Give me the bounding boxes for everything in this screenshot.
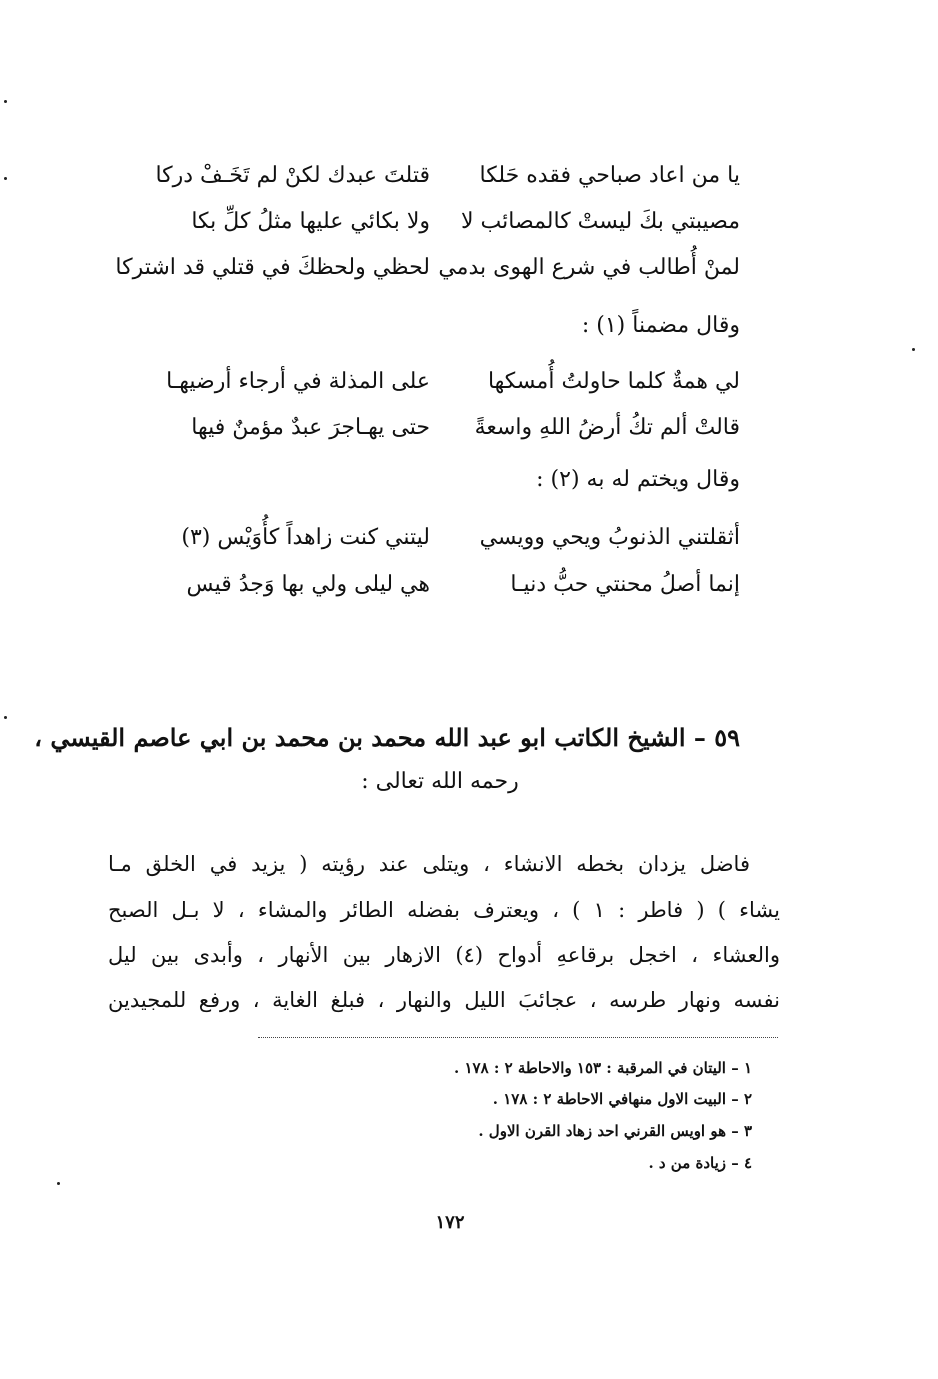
verse-intro: وقال مضمناً (١) : [581, 313, 740, 338]
verse-first-hemistich: لمنْ أُطالب في شرع الهوى بدمي [438, 255, 740, 280]
scan-speck [4, 716, 7, 719]
verse-second-hemistich: على المذلة في أرجاء أرضيهـا [166, 369, 430, 394]
verse-intro: وقال ويختم له به (٢) : [536, 467, 740, 492]
verse-line [140, 361, 740, 403]
scan-speck [57, 1182, 60, 1185]
footnote: ١ – اليتان في المرقبة : ١٥٣ والاحاطة ٢ : ١٧٨ . [454, 1059, 752, 1077]
prose-line: يشاء ) ( فاطر : ١ ) ، ويعترف بفضله الطائر والمشاء ، لا بـل الصبح [108, 898, 780, 922]
verse-first-hemistich: لي همةٌ كلما حاولتُ أُمسكها [487, 369, 740, 394]
scan-speck [4, 177, 7, 180]
verse-line [140, 201, 740, 243]
footnote-separator [258, 1037, 778, 1038]
verse-second-hemistich: لحظي ولحظكَ في قتلي قد اشتركا [115, 255, 430, 280]
scan-speck [912, 348, 915, 351]
scan-speck [4, 100, 7, 103]
verse-second-hemistich: هي ليلى ولي بها وَجدُ قيس [186, 572, 430, 597]
verse-first-hemistich: قالتْ ألم تكُ أرضُ اللهِ واسعةً [474, 415, 740, 440]
verse-first-hemistich: يا من اعاد صباحي فقده حَلكا [479, 163, 740, 188]
verse-second-hemistich: ولا بكائي عليها مثلُ كلِّ بكا [191, 209, 430, 234]
verse-first-hemistich: إنما أصلُ محنتي حبُّ دنيـا [510, 572, 740, 597]
prose-line: نفسه ونهار طرسه ، عجائبَ الليل والنهار ، فبلغ الغاية ، ورفع للمجيدين [108, 988, 780, 1012]
footnote: ٣ – هو اويس القرني احد زهاد القرن الاول . [478, 1122, 752, 1140]
verse-line [140, 155, 740, 197]
verse-line [140, 517, 740, 559]
verse-first-hemistich: أثقلتني الذنوبُ ويحي وويسي [479, 525, 740, 550]
verse-first-hemistich: مصيبتي بكَ ليستْ كالمصائب لا [461, 209, 740, 234]
verse-second-hemistich: قتلتَ عبدك لكنْ لم تَخَـفْ دركا [155, 163, 430, 188]
prose-line: والعشاء ، اخجل برقاعهِ أدواح (٤) الازهار بين الأنهار ، وأبدى بين ليل [108, 943, 780, 967]
footnote: ٢ – البيت الاول منهافي الاحاطة ٢ : ١٧٨ . [492, 1090, 752, 1108]
section-subheading: رحمه الله تعالى : [361, 769, 519, 794]
verse-second-hemistich: ليتني كنت زاهداً كأُوَيْس (٣) [181, 525, 430, 550]
prose-line: فاضل يزدان بخطه الانشاء ، ويتلى عند رؤيته ( يزيد في الخلق مـا [108, 852, 750, 876]
verse-second-hemistich: حتى يهـاجرَ عبدٌ مؤمنٌ فيها [191, 415, 430, 440]
page-number: ١٧٢ [435, 1212, 465, 1233]
footnote: ٤ – زيادة من د . [648, 1154, 752, 1172]
verse-line [140, 407, 740, 449]
verse-line [140, 564, 740, 606]
section-heading: ٥٩ – الشيخ الكاتب ابو عبد الله محمد بن محمد بن ابي عاصم القيسي ، [34, 723, 740, 752]
verse-line [115, 247, 740, 289]
